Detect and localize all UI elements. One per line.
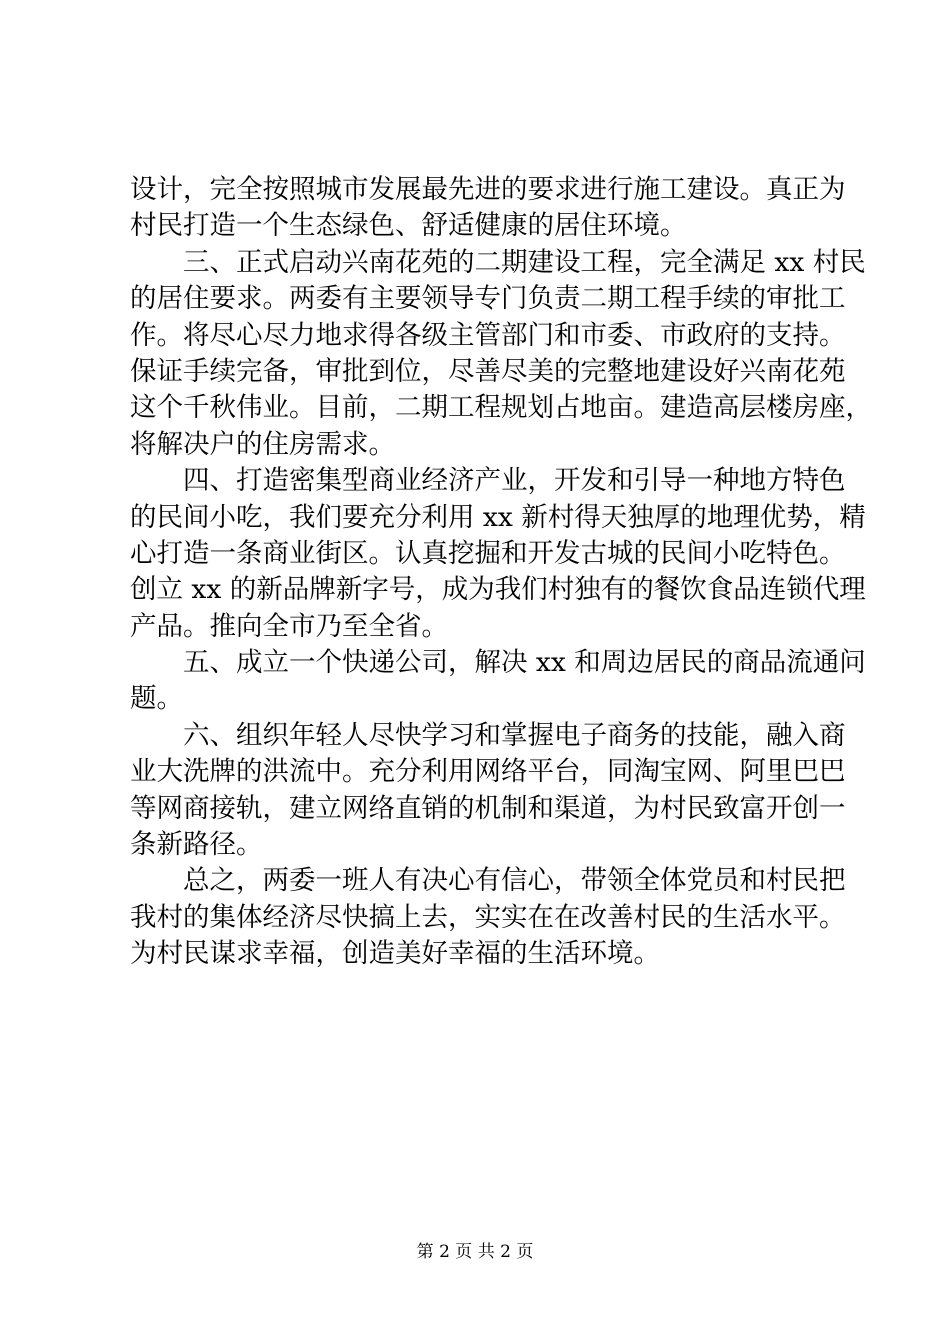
text-line: 产品。推向全市乃至全省。 — [130, 610, 448, 642]
text-line: 将解决户的住房需求。 — [130, 428, 395, 460]
text-line: 村民打造一个生态绿色、舒适健康的居住环境。 — [130, 210, 687, 242]
text-line: 心打造一条商业街区。认真挖掘和开发古城的民间小吃特色。 — [130, 537, 846, 569]
text-line: 等网商接轨，建立网络直销的机制和渠道，为村民致富开创一 — [130, 792, 846, 824]
text-line: 四、打造密集型商业经济产业，开发和引导一种地方特色 — [183, 465, 846, 497]
text-line: 我村的集体经济尽快搞上去，实实在在改善村民的生活水平。 — [130, 901, 846, 933]
text-line: 保证手续完备，审批到位，尽善尽美的完整地建设好兴南花苑 — [130, 355, 846, 387]
text-line: 六、组织年轻人尽快学习和掌握电子商务的技能，融入商 — [183, 719, 846, 751]
text-line: 创立 xx 的新品牌新字号，成为我们村独有的餐饮食品连锁代理 — [130, 574, 866, 606]
text-line: 的居住要求。两委有主要领导专门负责二期工程手续的审批工 — [130, 283, 846, 315]
text-line: 五、成立一个快递公司，解决 xx 和周边居民的商品流通问 — [183, 647, 866, 679]
text-line: 三、正式启动兴南花苑的二期建设工程，完全满足 xx 村民 — [183, 246, 866, 278]
text-line: 的民间小吃，我们要充分利用 xx 新村得天独厚的地理优势，精 — [130, 501, 866, 533]
page-footer: 第 2 页 共 2 页 — [416, 1242, 534, 1262]
text-line: 总之，两委一班人有决心有信心，带领全体党员和村民把 — [183, 865, 846, 897]
text-line: 为村民谋求幸福，创造美好幸福的生活环境。 — [130, 938, 660, 970]
text-line: 题。 — [130, 683, 183, 715]
document-body — [130, 172, 872, 973]
text-line: 业大洗牌的洪流中。充分利用网络平台，同淘宝网、阿里巴巴 — [130, 756, 846, 788]
text-line: 这个千秋伟业。目前，二期工程规划占地亩。建造高层楼房座， — [130, 392, 872, 424]
text-line: 条新路径。 — [130, 829, 263, 861]
text-line: 设计，完全按照城市发展最先进的要求进行施工建设。真正为 — [130, 174, 846, 205]
text-line: 作。将尽心尽力地求得各级主管部门和市委、市政府的支持。 — [130, 319, 846, 351]
